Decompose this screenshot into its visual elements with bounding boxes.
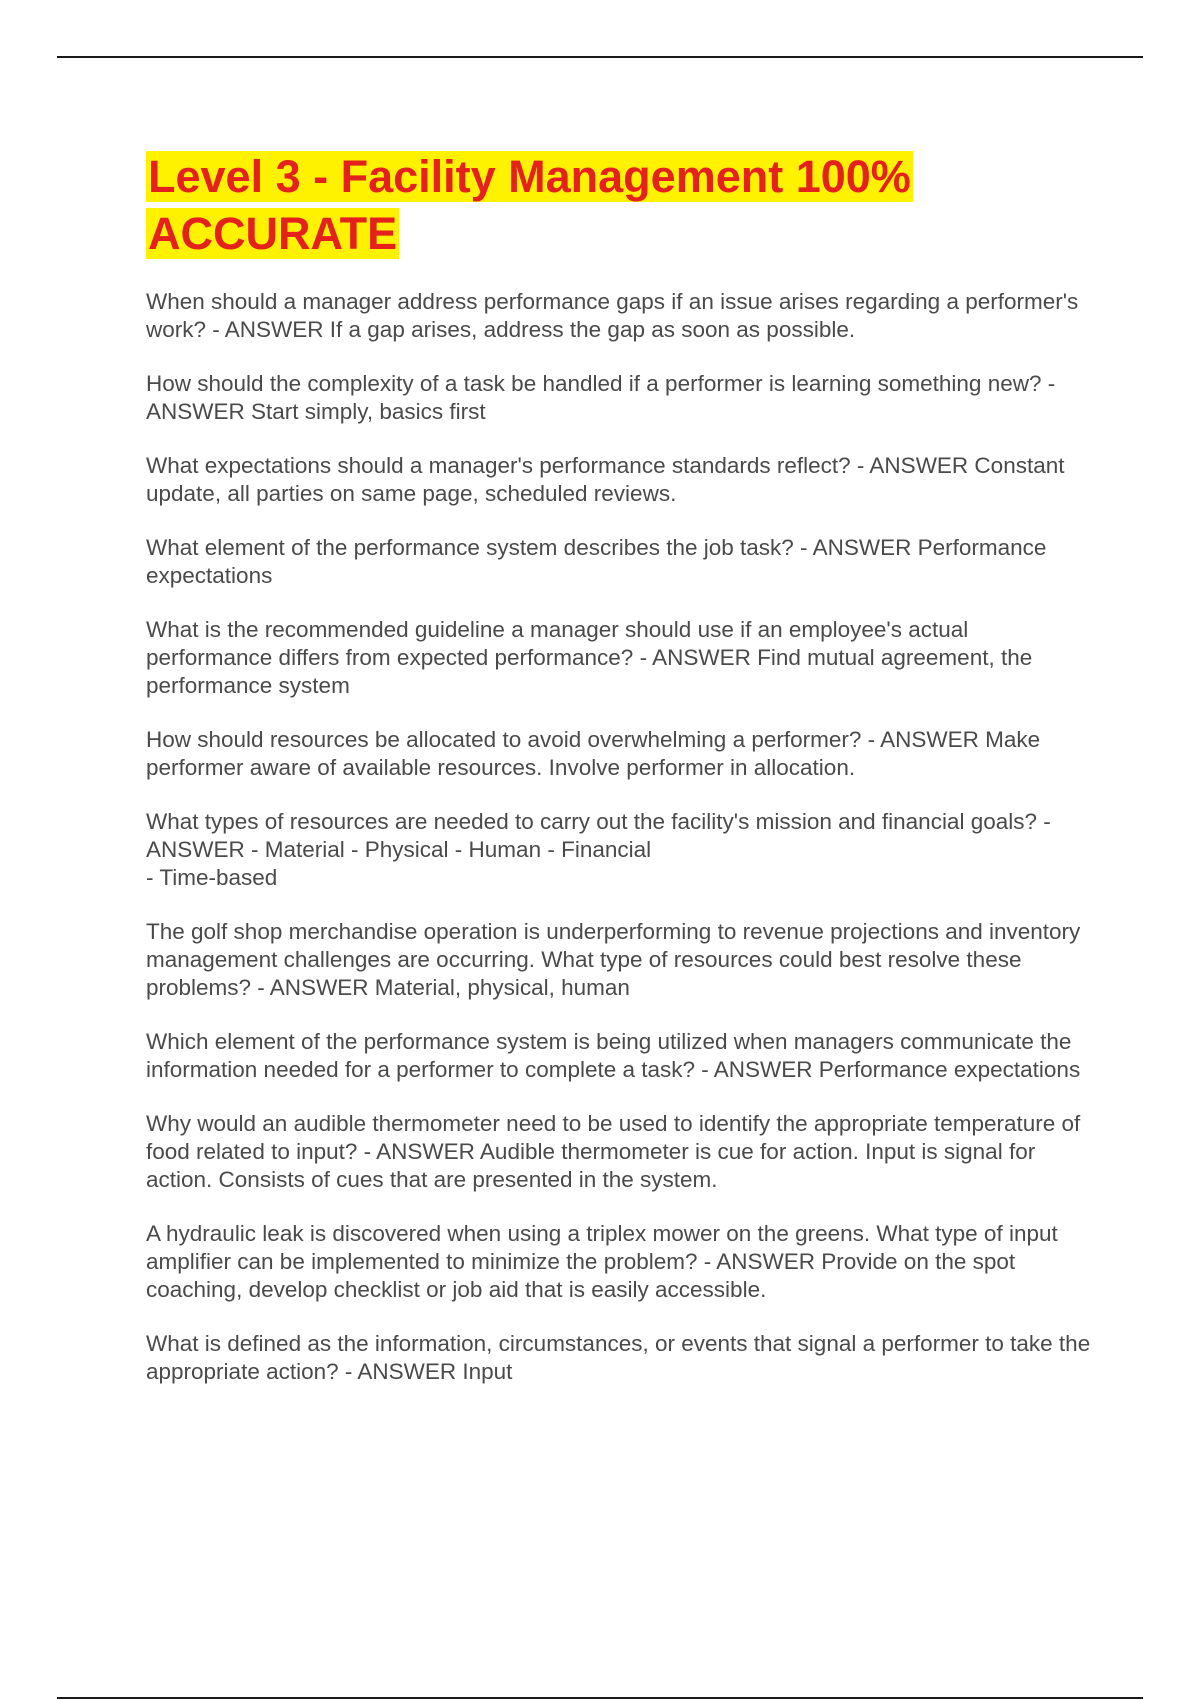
qa-item-8: The golf shop merchandise operation is underperforming to revenue projections and inventory management challenges are occurring. What type of resources could best resolve these problems? - ANSWER Material, physical, human <box>146 919 1081 1000</box>
document-title <box>146 148 1096 262</box>
bottom-rule <box>57 1697 1143 1699</box>
qa-item-5: What is the recommended guideline a manager should use if an employee's actual performance differs from expected performance? - ANSWER Find mutual agreement, the performance system <box>146 617 1033 698</box>
qa-item-3: What expectations should a manager's performance standards reflect? - ANSWER Constant update, all parties on same page, scheduled reviews. <box>146 453 1065 506</box>
qa-item-12: What is defined as the information, circumstances, or events that signal a performer to take the appropriate action? - ANSWER Input <box>146 1331 1091 1384</box>
qa-item-9: Which element of the performance system is being utilized when managers communicate the information needed for a performer to complete a task? - ANSWER Performance expectations <box>146 1029 1081 1082</box>
qa-item-4: What element of the performance system describes the job task? - ANSWER Performance expectations <box>146 535 1047 588</box>
qa-item-7: What types of resources are needed to carry out the facility's mission and financial goals? - ANSWER - Material - Physical - Human - Financial - Time-based <box>146 809 1051 890</box>
document-body <box>146 148 1096 1412</box>
qa-item-1: When should a manager address performance gaps if an issue arises regarding a performer's work? - ANSWER If a gap arises, address the gap as soon as possible. <box>146 289 1079 342</box>
qa-item-11: A hydraulic leak is discovered when using a triplex mower on the greens. What type of input amplifier can be implemented to minimize the problem? - ANSWER Provide on the spot coaching, develop checklist or job aid that is easily accessible. <box>146 1221 1058 1302</box>
qa-item-2: How should the complexity of a task be handled if a performer is learning something new? - ANSWER Start simply, basics first <box>146 371 1056 424</box>
qa-item-6: How should resources be allocated to avoid overwhelming a performer? - ANSWER Make performer aware of available resources. Involve performer in allocation. <box>146 727 1041 780</box>
top-rule <box>57 56 1143 58</box>
qa-item-10: Why would an audible thermometer need to be used to identify the appropriate temperature of food related to input? - ANSWER Audible thermometer is cue for action. Input is signal for action. Consists of cues that are presented in the system. <box>146 1111 1081 1192</box>
document-title-text: Level 3 - Facility Management 100% ACCURATE <box>148 151 911 259</box>
